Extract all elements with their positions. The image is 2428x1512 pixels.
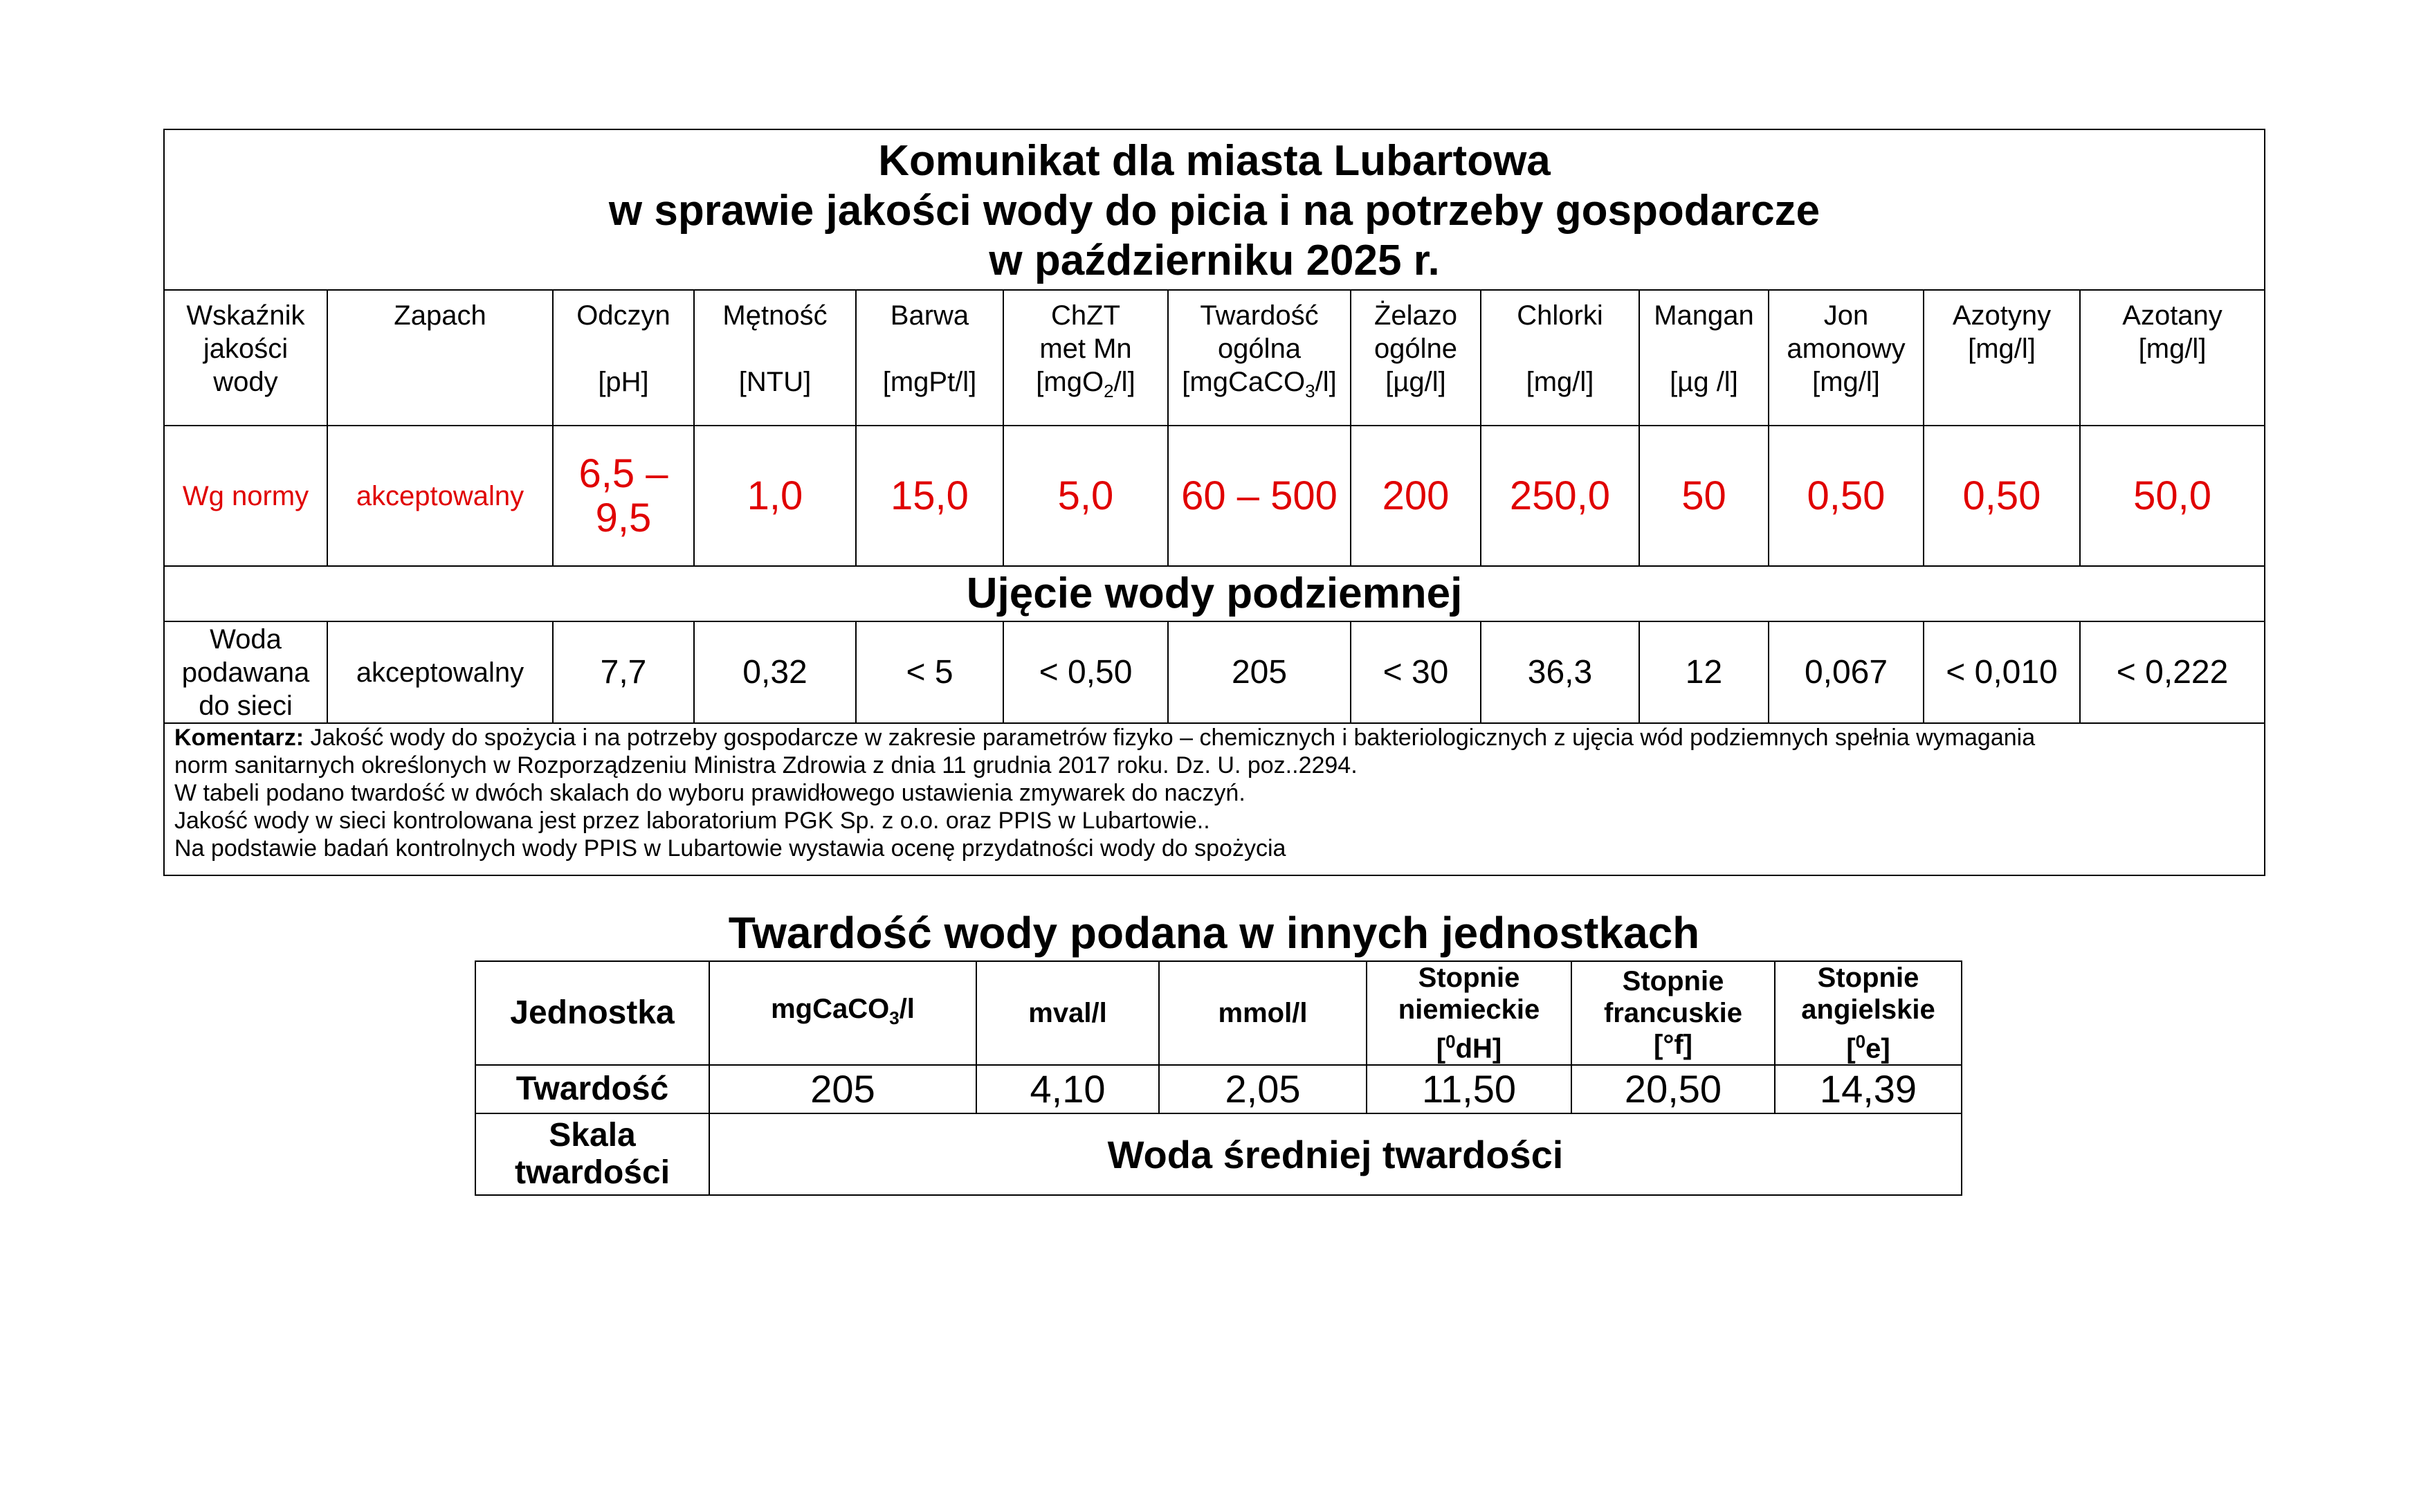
hardness-value: 11,50: [1367, 1065, 1571, 1113]
col-header-nitrites: Azotyny [mg/l]: [1924, 290, 2080, 426]
norm-cell: 200: [1351, 426, 1481, 566]
col-header-nitrates: Azotany [mg/l]: [2080, 290, 2265, 426]
water-cell: < 5: [856, 621, 1003, 723]
water-cell: 0,067: [1769, 621, 1924, 723]
hardness-value: 205: [709, 1065, 976, 1113]
unit-mmol: mmol/l: [1159, 961, 1367, 1065]
comment-block: Komentarz: Jakość wody do spożycia i na potrzeby gospodarcze w zakresie parametrów fizyko – chemicznych i bakteriologicznych z ujęcia wód podziemnych spełnia wymagania norm sanitarnych określonych w Rozporządzeniu Ministra Zdrowia z dnia 11 grudnia 2017 roku. Dz. U. poz..2294. W tabeli podano twardość w dwóch skalach do wyboru prawidłowego ustawienia zmywarek do naczyń. Jakość wody w sieci kontrolowana jest przez laboratorium PGK Sp. z o.o. oraz PPIS w Lubartowie.. Na podstawie badań kontrolnych wody PPIS w Lubartowie wystawia ocenę przydatności wody do spożycia: [164, 723, 2265, 875]
unit-french-degrees: Stopnie francuskie [°f]: [1571, 961, 1775, 1065]
water-cell: < 0,50: [1003, 621, 1168, 723]
hardness-value: 2,05: [1159, 1065, 1367, 1113]
title-line-1: Komunikat dla miasta Lubartowa: [878, 137, 1551, 185]
water-cell: 36,3: [1481, 621, 1639, 723]
col-header-smell: Zapach: [327, 290, 553, 426]
norm-cell: 0,50: [1769, 426, 1924, 566]
section-title: Ujęcie wody podziemnej: [164, 566, 2265, 621]
page-title: [164, 129, 2265, 290]
hardness-title: Twardość wody podana w innych jednostkach: [728, 908, 1700, 958]
hardness-value: 4,10: [976, 1065, 1159, 1113]
water-cell: 205: [1168, 621, 1351, 723]
water-row: [164, 621, 2265, 723]
norm-cell: 6,5 – 9,5: [553, 426, 694, 566]
comment-line: W tabeli podano twardość w dwóch skalach do wyboru prawidłowego ustawienia zmywarek do naczyń.: [174, 780, 1245, 806]
col-header-color: Barwa [mgPt/l]: [856, 290, 1003, 426]
norm-cell: akceptowalny: [327, 426, 553, 566]
unit-label: Jednostka: [475, 961, 709, 1065]
title-line-2: w sprawie jakości wody do picia i na potrzeby gospodarcze: [608, 187, 1820, 235]
col-header-turbidity: Mętność [NTU]: [694, 290, 856, 426]
hardness-scale-row: [475, 1113, 1962, 1195]
col-header-indicator: Wskaźnik jakości wody: [164, 290, 327, 426]
water-cell: 12: [1639, 621, 1769, 723]
water-cell: akceptowalny: [327, 621, 553, 723]
header-row: [164, 290, 2265, 426]
unit-mval: mval/l: [976, 961, 1159, 1065]
water-cell: < 0,010: [1924, 621, 2080, 723]
hardness-scale-label: Skala twardości: [475, 1113, 709, 1195]
title-line-3: w październiku 2025 r.: [989, 237, 1440, 284]
col-header-cod: ChZT met Mn [mgO$_2$/l]: [1003, 290, 1168, 426]
water-cell: < 30: [1351, 621, 1481, 723]
comment-label: Komentarz:: [174, 725, 304, 751]
norm-cell: 250,0: [1481, 426, 1639, 566]
unit-mgcaco3: mgCaCO$_3$/l: [709, 961, 976, 1065]
norm-row: [164, 426, 2265, 566]
norm-cell: 0,50: [1924, 426, 2080, 566]
unit-german-degrees: Stopnie niemieckie [$^0$dH]: [1367, 961, 1571, 1065]
unit-english-degrees: Stopnie angielskie [$^0$e]: [1775, 961, 1962, 1065]
water-row-label: Woda podawana do sieci: [164, 621, 327, 723]
norm-cell: 1,0: [694, 426, 856, 566]
comment-line: Na podstawie badań kontrolnych wody PPIS w Lubartowie wystawia ocenę przydatności wody do spożycia: [174, 835, 1286, 862]
hardness-scale-value: Woda średniej twardości: [709, 1113, 1962, 1195]
hardness-value: 14,39: [1775, 1065, 1962, 1113]
water-cell: 7,7: [553, 621, 694, 723]
comment-line: norm sanitarnych określonych w Rozporządzeniu Ministra Zdrowia z dnia 11 grudnia 2017 roku. Dz. U. poz..2294.: [174, 752, 1358, 778]
hardness-value: 20,50: [1571, 1065, 1775, 1113]
comment-line: Jakość wody w sieci kontrolowana jest przez laboratorium PGK Sp. z o.o. oraz PPIS w Lubartowie..: [174, 808, 1210, 834]
norm-cell: 60 – 500: [1168, 426, 1351, 566]
col-header-chlorides: Chlorki [mg/l]: [1481, 290, 1639, 426]
col-header-ammonium: Jon amonowy [mg/l]: [1769, 290, 1924, 426]
norm-cell: 5,0: [1003, 426, 1168, 566]
col-header-ph: Odczyn [pH]: [553, 290, 694, 426]
water-quality-table: [163, 129, 2265, 876]
hardness-value-label: Twardość: [475, 1065, 709, 1113]
hardness-header-row: [475, 961, 1962, 1065]
norm-cell: 50,0: [2080, 426, 2265, 566]
water-cell: 0,32: [694, 621, 856, 723]
water-cell: < 0,222: [2080, 621, 2265, 723]
norm-label: Wg normy: [164, 426, 327, 566]
hardness-value-row: [475, 1065, 1962, 1113]
norm-cell: 50: [1639, 426, 1769, 566]
col-header-manganese: Mangan [µg /l]: [1639, 290, 1769, 426]
hardness-table: [475, 960, 1962, 1196]
norm-cell: 15,0: [856, 426, 1003, 566]
col-header-iron: Żelazo ogólne [µg/l]: [1351, 290, 1481, 426]
col-header-hardness: Twardość ogólna [mgCaCO$_3$/l]: [1168, 290, 1351, 426]
